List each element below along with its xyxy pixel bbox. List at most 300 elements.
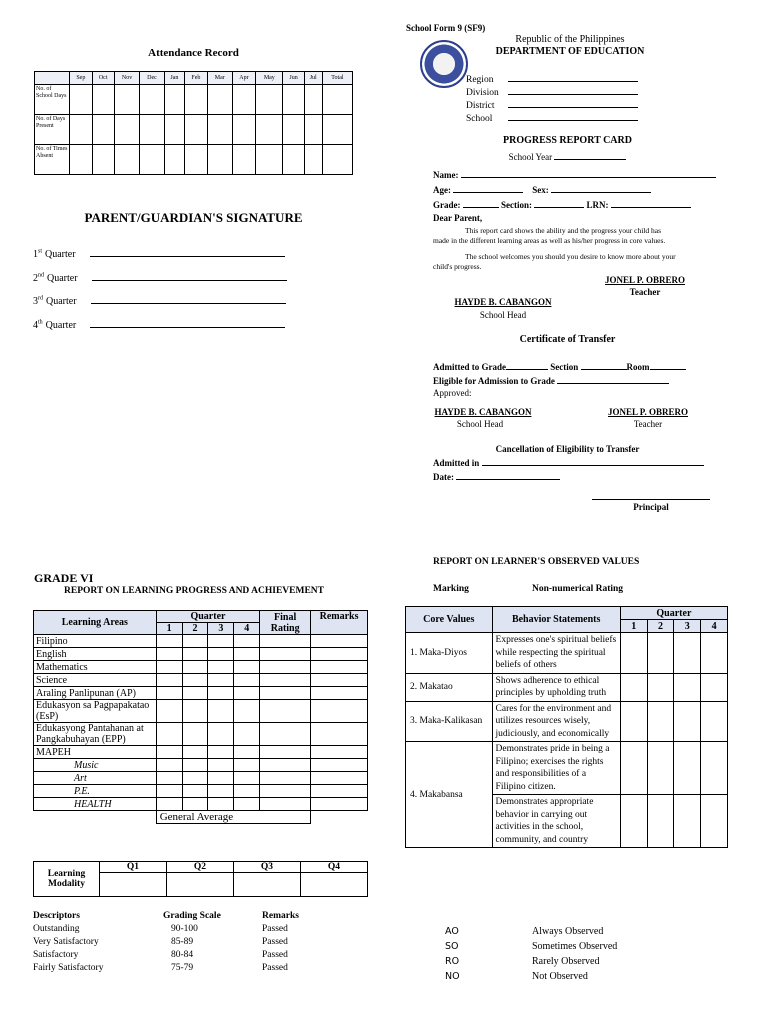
grade-cell[interactable] <box>260 635 311 648</box>
legend-row <box>445 924 695 939</box>
grade-cell[interactable] <box>234 723 260 746</box>
attendance-cell[interactable] <box>304 115 322 145</box>
admitted-grade-field[interactable] <box>506 359 548 370</box>
month-header: Feb <box>185 72 208 85</box>
dear-parent: Dear Parent, <box>433 213 483 223</box>
head-role: School Head <box>479 310 527 320</box>
descriptor-header-row <box>33 910 353 923</box>
general-average-label: General Average <box>156 811 260 824</box>
grade-cell[interactable] <box>208 674 234 687</box>
grade-cell[interactable] <box>182 723 208 746</box>
values-quarter-header: 3 <box>674 620 701 633</box>
quarter-label: Quarter <box>46 296 77 307</box>
descriptor-cell: 90-100 <box>171 924 198 934</box>
transfer-title: Certificate of Transfer <box>519 334 616 345</box>
spacer <box>34 811 157 824</box>
col-core-values: Core Values <box>406 607 493 633</box>
descriptor-cell: Passed <box>262 950 288 960</box>
value-rating-cell[interactable] <box>674 701 701 742</box>
age-field[interactable] <box>453 182 523 193</box>
learning-area-row <box>34 648 368 661</box>
signature-line[interactable] <box>92 270 287 281</box>
descriptor-row <box>33 923 353 936</box>
quarter-num: 1 <box>33 249 38 260</box>
attendance-table <box>34 71 353 175</box>
grade-field[interactable] <box>463 197 499 208</box>
descriptor-row <box>33 936 353 949</box>
grade-cell[interactable] <box>208 746 234 759</box>
value-rating-cell[interactable] <box>647 701 674 742</box>
descriptor-cell: Passed <box>262 937 288 947</box>
descriptor-cell: Very Satisfactory <box>33 937 99 947</box>
col-remarks: Remarks <box>311 611 368 635</box>
value-rating-cell[interactable] <box>647 673 674 701</box>
learning-area-row <box>34 700 368 723</box>
name-field[interactable] <box>461 167 716 178</box>
grade-label: Grade: <box>433 200 461 210</box>
sex-label: Sex: <box>532 185 549 195</box>
grade-cell[interactable] <box>260 661 311 674</box>
quarter-num: 3 <box>33 296 38 307</box>
col-final-rating: Final Rating <box>260 611 311 635</box>
attendance-cell[interactable] <box>256 115 283 145</box>
behavior-statement: Cares for the environment and utilizes resources wisely, judiciously, and economically <box>492 701 620 742</box>
grade-cell[interactable] <box>234 700 260 723</box>
attendance-cell[interactable] <box>70 115 93 145</box>
value-rating-cell[interactable] <box>620 633 647 674</box>
attendance-cell[interactable] <box>283 145 304 175</box>
attendance-cell[interactable] <box>207 145 232 175</box>
attendance-row <box>35 115 353 145</box>
sex-field[interactable] <box>551 182 651 193</box>
attendance-cell[interactable] <box>322 145 352 175</box>
grade-cell[interactable] <box>156 759 182 772</box>
descriptor-header: Remarks <box>262 911 299 921</box>
grade-cell[interactable] <box>156 687 182 700</box>
attendance-cell[interactable] <box>70 145 93 175</box>
grade-cell[interactable] <box>234 648 260 661</box>
legend-meaning: Sometimes Observed <box>532 941 618 952</box>
values-row <box>406 673 728 701</box>
attendance-cell[interactable] <box>232 145 255 175</box>
attendance-cell[interactable] <box>256 145 283 175</box>
legend-row <box>445 939 695 954</box>
attendance-corner <box>35 72 70 85</box>
transfer-teacher-name: JONEL P. OBRERO <box>608 407 688 417</box>
learning-area-row <box>34 674 368 687</box>
grade-cell[interactable] <box>260 723 311 746</box>
section-label: Section: <box>501 200 532 210</box>
attendance-cell[interactable] <box>322 85 352 115</box>
rating-label: Non-numerical Rating <box>532 584 624 594</box>
col-quarter: Quarter <box>156 611 260 623</box>
modality-cell[interactable] <box>167 873 234 897</box>
signature-row <box>33 246 313 270</box>
legend-meaning: Always Observed <box>532 926 604 937</box>
admitted-in-field[interactable] <box>482 455 704 466</box>
attendance-cell[interactable] <box>283 85 304 115</box>
signature-title: PARENT/GUARDIAN'S SIGNATURE <box>84 210 303 225</box>
learning-area-label: English <box>34 648 157 661</box>
month-header: May <box>256 72 283 85</box>
quarter-suffix: rd <box>38 295 43 302</box>
grade-cell[interactable] <box>260 785 311 798</box>
transfer-head-name: HAYDE B. CABANGON <box>434 407 532 417</box>
legend-code: SO <box>445 941 459 952</box>
header-field-input[interactable] <box>508 84 638 95</box>
attendance-cell[interactable] <box>304 85 322 115</box>
section-field[interactable] <box>534 197 584 208</box>
col-behavior: Behavior Statements <box>492 607 620 633</box>
value-rating-cell[interactable] <box>674 633 701 674</box>
grade-cell[interactable] <box>260 746 311 759</box>
grade-cell[interactable] <box>208 759 234 772</box>
grade-cell[interactable] <box>208 635 234 648</box>
student-info <box>433 167 733 225</box>
attendance-row-label: No. of School Days <box>35 85 70 115</box>
attendance-cell[interactable] <box>114 85 140 115</box>
descriptor-row <box>33 949 353 962</box>
grade-cell[interactable] <box>234 661 260 674</box>
grade-cell[interactable] <box>234 674 260 687</box>
month-header: Dec <box>140 72 164 85</box>
header-field-input[interactable] <box>508 71 638 82</box>
principal-signature-line <box>592 499 710 500</box>
grade-cell[interactable] <box>208 700 234 723</box>
attendance-cell[interactable] <box>140 115 164 145</box>
value-rating-cell[interactable] <box>701 633 728 674</box>
teacher-name: JONEL P. OBRERO <box>605 275 685 285</box>
attendance-cell[interactable] <box>92 145 114 175</box>
value-rating-cell[interactable] <box>620 795 647 848</box>
descriptor-cell: Fairly Satisfactory <box>33 963 104 973</box>
learning-area-row <box>34 635 368 648</box>
modality-quarter-header: Q4 <box>301 862 368 873</box>
attendance-cell[interactable] <box>322 115 352 145</box>
learning-area-row <box>34 723 368 746</box>
form-number: School Form 9 (SF9) <box>406 23 486 33</box>
cancel-title: Cancellation of Eligibility to Transfer <box>495 444 640 454</box>
descriptor-cell: 85-89 <box>171 937 194 947</box>
values-table <box>405 606 728 848</box>
value-rating-cell[interactable] <box>701 673 728 701</box>
transfer-fields: Admitted to Grade Section Room Eligible for Admission to Grade Approved: <box>433 359 733 399</box>
quarter-header: 3 <box>208 623 234 635</box>
descriptor-cell: Passed <box>262 924 288 934</box>
department-label: DEPARTMENT OF EDUCATION <box>495 46 645 57</box>
learning-area-label: HEALTH <box>34 798 157 811</box>
grade-cell[interactable] <box>260 759 311 772</box>
values-quarter-header: 1 <box>620 620 647 633</box>
attendance-cell[interactable] <box>140 85 164 115</box>
grade-cell[interactable] <box>182 700 208 723</box>
grade-cell[interactable] <box>234 785 260 798</box>
name-label: Name: <box>433 170 459 180</box>
descriptor-header: Descriptors <box>33 911 80 921</box>
grade-cell[interactable] <box>311 648 368 661</box>
values-row <box>406 742 728 795</box>
core-value-label: 3. Maka-Kalikasan <box>406 701 493 742</box>
modality-quarter-header: Q2 <box>167 862 234 873</box>
learning-area-label: Mathematics <box>34 661 157 674</box>
descriptor-cell: Outstanding <box>33 924 80 934</box>
attendance-cell[interactable] <box>207 85 232 115</box>
grade-cell[interactable] <box>182 772 208 785</box>
grade-cell[interactable] <box>260 687 311 700</box>
header-field-input[interactable] <box>508 110 638 121</box>
grade-cell[interactable] <box>208 723 234 746</box>
attendance-cell[interactable] <box>140 145 164 175</box>
modality-cell[interactable] <box>100 873 167 897</box>
quarter-label: Quarter <box>47 272 78 284</box>
grade-cell[interactable] <box>260 772 311 785</box>
age-label: Age: <box>433 185 451 195</box>
grade-cell[interactable] <box>156 700 182 723</box>
attendance-cell[interactable] <box>185 145 208 175</box>
learning-area-label: Araling Panlipunan (AP) <box>34 687 157 700</box>
eligible-grade-field[interactable] <box>557 373 669 384</box>
learning-area-label: Science <box>34 674 157 687</box>
attendance-cell[interactable] <box>207 115 232 145</box>
learning-area-label: MAPEH <box>34 746 157 759</box>
republic-label: Republic of the Philippines <box>515 34 625 45</box>
grade-cell[interactable] <box>311 687 368 700</box>
learning-area-row <box>34 759 368 772</box>
value-rating-cell[interactable] <box>701 701 728 742</box>
head-name: HAYDE B. CABANGON <box>454 297 552 307</box>
descriptor-header: Grading Scale <box>163 911 221 921</box>
quarter-label: Quarter <box>45 319 77 331</box>
quarter-suffix: th <box>38 319 43 326</box>
grade-cell[interactable] <box>234 687 260 700</box>
quarter-suffix: st <box>38 248 43 255</box>
quarter-num: 4 <box>33 319 38 331</box>
signature-line[interactable] <box>90 317 285 328</box>
month-header: Nov <box>114 72 140 85</box>
month-header: Jun <box>283 72 304 85</box>
attendance-cell[interactable] <box>114 145 140 175</box>
teacher-role: Teacher <box>629 287 661 297</box>
attendance-cell[interactable] <box>164 115 184 145</box>
quarter-label: Quarter <box>45 249 76 260</box>
quarter-header: 2 <box>182 623 208 635</box>
learning-title: REPORT ON LEARNING PROGRESS AND ACHIEVEMENT <box>64 586 324 596</box>
room-field[interactable] <box>650 359 686 370</box>
grade-cell[interactable] <box>208 648 234 661</box>
grade-cell[interactable] <box>208 661 234 674</box>
letter-body: This report card shows the ability and the progress your child has made in the different learning areas as well as his/her progress in core values. The school welcomes you should you desire to know more about your child's progress. <box>433 226 676 271</box>
behavior-statement: Demonstrates pride in being a Filipino; exercises the rights and responsibilities of a Filipino citizen. <box>492 742 620 795</box>
attendance-cell[interactable] <box>232 115 255 145</box>
value-rating-cell[interactable] <box>674 742 701 795</box>
grade-cell[interactable] <box>311 700 368 723</box>
value-rating-cell[interactable] <box>647 633 674 674</box>
modality-label: Learning Modality <box>34 862 100 897</box>
signature-line[interactable] <box>91 293 286 304</box>
value-rating-cell[interactable] <box>674 795 701 848</box>
values-quarter-header: 4 <box>701 620 728 633</box>
value-rating-cell[interactable] <box>701 742 728 795</box>
attendance-cell[interactable] <box>185 115 208 145</box>
general-average-cell[interactable] <box>260 811 311 824</box>
attendance-cell[interactable] <box>304 145 322 175</box>
learning-area-row <box>34 772 368 785</box>
value-rating-cell[interactable] <box>620 673 647 701</box>
learning-area-row <box>34 687 368 700</box>
grade-cell[interactable] <box>311 798 368 811</box>
grade-cell[interactable] <box>208 785 234 798</box>
value-rating-cell[interactable] <box>647 795 674 848</box>
col-learning-areas: Learning Areas <box>34 611 157 635</box>
grade-cell[interactable] <box>311 723 368 746</box>
descriptor-cell: 80-84 <box>171 950 194 960</box>
grade-cell[interactable] <box>234 798 260 811</box>
grade-cell[interactable] <box>182 687 208 700</box>
grade-cell[interactable] <box>156 723 182 746</box>
month-header: Apr <box>232 72 255 85</box>
month-header: Sep <box>70 72 93 85</box>
learning-area-row <box>34 746 368 759</box>
school-year-field: School Year <box>470 149 665 162</box>
quarter-header: 1 <box>156 623 182 635</box>
modality-cell[interactable] <box>301 873 368 897</box>
header-field-label: Division <box>466 88 499 98</box>
marking-label: Marking <box>433 584 469 594</box>
grade-cell[interactable] <box>182 798 208 811</box>
grade-cell[interactable] <box>156 661 182 674</box>
attendance-cell[interactable] <box>164 145 184 175</box>
descriptor-row <box>33 962 353 975</box>
behavior-statement: Shows adherence to ethical principles by upholding truth <box>492 673 620 701</box>
value-rating-cell[interactable] <box>674 673 701 701</box>
value-rating-cell[interactable] <box>701 795 728 848</box>
signature-line[interactable] <box>90 246 285 257</box>
lrn-field[interactable] <box>611 197 691 208</box>
grade-cell[interactable] <box>156 785 182 798</box>
learning-area-row <box>34 661 368 674</box>
signature-row <box>33 270 313 294</box>
col-values-quarter: Quarter <box>620 607 727 620</box>
grade-cell[interactable] <box>182 661 208 674</box>
grade-cell[interactable] <box>311 772 368 785</box>
grade-cell[interactable] <box>260 674 311 687</box>
grade-cell[interactable] <box>156 674 182 687</box>
modality-cell[interactable] <box>234 873 301 897</box>
grade-cell[interactable] <box>208 772 234 785</box>
attendance-cell[interactable] <box>114 115 140 145</box>
date-field[interactable] <box>456 469 560 480</box>
grade-cell[interactable] <box>234 759 260 772</box>
header-field-row <box>466 110 646 123</box>
report-card-title: PROGRESS REPORT CARD <box>503 135 632 146</box>
header-field-row <box>466 84 646 97</box>
modality-quarter-header: Q1 <box>100 862 167 873</box>
grade-cell[interactable] <box>311 674 368 687</box>
month-header: Jan <box>164 72 184 85</box>
attendance-cell[interactable] <box>70 85 93 115</box>
header-fields <box>466 71 646 123</box>
legend-row <box>445 954 695 969</box>
grade-cell[interactable] <box>311 759 368 772</box>
grade-cell[interactable] <box>182 635 208 648</box>
legend-code: AO <box>445 926 459 937</box>
grade-cell[interactable] <box>156 798 182 811</box>
signature-list <box>33 246 313 340</box>
grade-cell[interactable] <box>156 772 182 785</box>
grade-cell[interactable] <box>182 785 208 798</box>
grade-cell[interactable] <box>208 687 234 700</box>
header-field-row <box>466 97 646 110</box>
grade-cell[interactable] <box>182 674 208 687</box>
attendance-cell[interactable] <box>232 85 255 115</box>
value-rating-cell[interactable] <box>620 701 647 742</box>
grade-cell[interactable] <box>234 746 260 759</box>
legend-row <box>445 969 695 984</box>
learning-area-label: Filipino <box>34 635 157 648</box>
grade-cell[interactable] <box>234 772 260 785</box>
signature-row <box>33 293 313 317</box>
attendance-cell[interactable] <box>256 85 283 115</box>
grade-cell[interactable] <box>311 785 368 798</box>
header-field-label: Region <box>466 75 494 85</box>
grade-cell[interactable] <box>311 661 368 674</box>
core-value-label: 1. Maka-Diyos <box>406 633 493 674</box>
transfer-section-field[interactable] <box>581 359 627 370</box>
grade-cell[interactable] <box>156 635 182 648</box>
learning-area-label: Music <box>34 759 157 772</box>
header-field-input[interactable] <box>508 97 638 108</box>
modality-quarter-header: Q3 <box>234 862 301 873</box>
value-rating-cell[interactable] <box>620 742 647 795</box>
attendance-cell[interactable] <box>283 115 304 145</box>
general-average-row <box>34 811 368 824</box>
core-value-label: 2. Makatao <box>406 673 493 701</box>
grade-cell[interactable] <box>208 798 234 811</box>
grade-heading: GRADE VI <box>34 571 94 585</box>
grade-cell[interactable] <box>182 759 208 772</box>
attendance-row <box>35 85 353 115</box>
grade-cell[interactable] <box>260 648 311 661</box>
legend-meaning: Not Observed <box>532 971 588 982</box>
spacer <box>311 811 368 824</box>
descriptors-table <box>33 910 353 975</box>
grade-cell[interactable] <box>182 648 208 661</box>
grade-cell[interactable] <box>182 746 208 759</box>
quarter-header: 4 <box>234 623 260 635</box>
learning-area-label: P.E. <box>34 785 157 798</box>
grade-cell[interactable] <box>311 746 368 759</box>
value-rating-cell[interactable] <box>647 742 674 795</box>
grade-cell[interactable] <box>156 648 182 661</box>
grade-cell[interactable] <box>260 798 311 811</box>
values-legend <box>445 924 695 984</box>
grade-cell[interactable] <box>311 635 368 648</box>
attendance-cell[interactable] <box>164 85 184 115</box>
transfer-teacher-role: Teacher <box>633 419 663 429</box>
grade-cell[interactable] <box>234 635 260 648</box>
grade-cell[interactable] <box>260 700 311 723</box>
attendance-cell[interactable] <box>185 85 208 115</box>
month-header: Oct <box>92 72 114 85</box>
attendance-cell[interactable] <box>92 115 114 145</box>
lrn-label: LRN: <box>586 200 609 210</box>
grade-cell[interactable] <box>156 746 182 759</box>
header-field-label: School <box>466 114 493 124</box>
principal-label: Principal <box>633 502 669 512</box>
attendance-cell[interactable] <box>92 85 114 115</box>
month-header: Mar <box>207 72 232 85</box>
legend-code: RO <box>445 956 460 967</box>
